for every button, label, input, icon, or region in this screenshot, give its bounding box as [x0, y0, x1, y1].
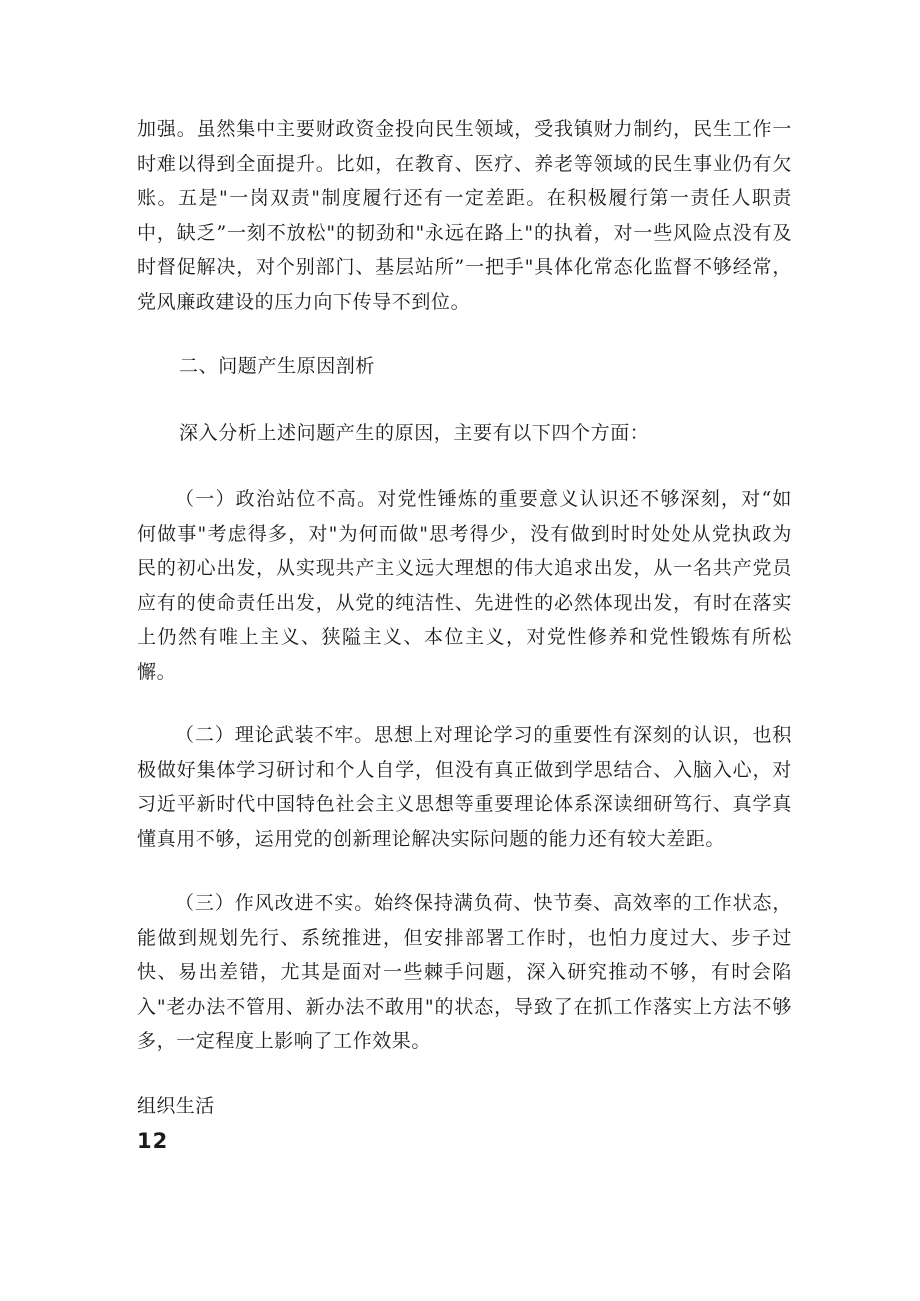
paragraph-continued-problems: 加强。虽然集中主要财政资金投向民生领域，受我镇财力制约，民生工作一时难以得到全面提升。比如，在教育、医疗、养老等领域的民生事业仍有欠账。五是"一岗双责"制度履行还有一定差距。在积极履行第一责任人职责中，缺乏”一刻不放松"的韧劲和"永远在路上"的执着，对一些风险点没有及时督促解决，对个别部门、基层站所”一把手"具体化常态化监督不够经常，党风廉政建设的压力向下传导不到位。: [137, 118, 792, 313]
section-intro: 深入分析上述问题产生的原因，主要有以下四个方面：: [179, 422, 650, 444]
paragraph-work-style: （三）作风改进不实。始终保持满负荷、快节奏、高效率的工作状态，能做到规划先行、系统推进，但安排部署工作时，也怕力度过大、步子过快、易出差错，尤其是面对一些棘手问题，深入研究推动不够，有时会陷入"老办法不管用、新办法不敢用"的状态，导致了在抓工作落实上方法不够多，一定程度上影响了工作效果。: [137, 892, 792, 1052]
footer-section-label: 组织生活: [137, 1095, 215, 1117]
section-heading-cause-analysis: 二、问题产生原因剖析: [179, 355, 376, 377]
paragraph-political-stance: （一）政治站位不高。对党性锤炼的重要意义认识还不够深刻，对“如何做事"考虑得多，对"为何而做"思考得少，没有做到时时处处从党执政为民的初心出发，从实现共产主义远大理想的伟大追求出发，从一名共产党员应有的使命责任出发，从党的纯洁性、先进性的必然体现出发，有时在落实上仍然有唯上主义、狭隘主义、本位主义，对党性修养和党性锻炼有所松懈。: [137, 488, 792, 683]
page-number: 12: [137, 1129, 169, 1153]
paragraph-theory-armament: （二）理论武装不牢。思想上对理论学习的重要性有深刻的认识，也积极做好集体学习研讨和个人自学，但没有真正做到学思结合、入脑入心，对习近平新时代中国特色社会主义思想等重要理论体系深读细研笃行、真学真懂真用不够，运用党的创新理论解决实际问题的能力还有较大差距。: [137, 724, 792, 850]
